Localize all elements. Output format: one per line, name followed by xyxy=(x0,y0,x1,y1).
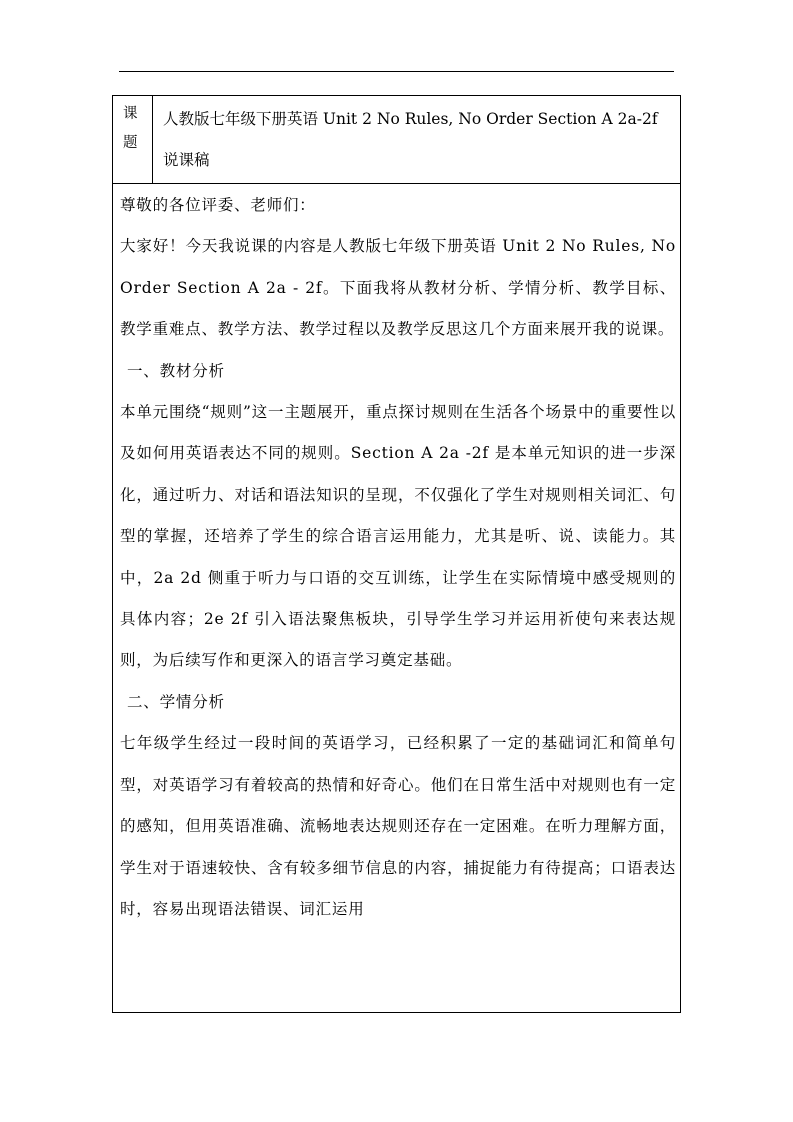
lesson-body xyxy=(120,185,676,930)
lesson-title: 人教版七年级下册英语 Unit 2 No Rules, No Order Section A 2a-2f 说课稿 xyxy=(163,110,658,169)
title-row xyxy=(113,96,680,184)
section-heading-textbook-analysis: 一、教材分析 xyxy=(127,361,225,380)
student-analysis-paragraph: 七年级学生经过一段时间的英语学习，已经积累了一定的基础词汇和简单句型，对英语学习有着较高的热情和好奇心。他们在日常生活中对规则也有一定的感知，但用英语准确、流畅地表达规则还存在一定困难。在听力理解方面，学生对于语速较快、含有较多细节信息的内容，捕捉能力有待提高；口语表达时，容易出现语法错误、词汇运用 xyxy=(120,734,676,918)
textbook-analysis-paragraph: 本单元围绕“规则”这一主题展开，重点探讨规则在生活各个场景中的重要性以及如何用英语表达不同的规则。Section A 2a -2f 是本单元知识的进一步深化，通过听力、对话和语法知识的呈现，不仅强化了学生对规则相关词汇、句型的掌握，还培养了学生的综合语言运用能力，尤其是听、说、读能力。其中，2a 2d 侧重于听力与口语的交互训练，让学生在实际情境中感受规则的具体内容；2e 2f 引入语法聚焦板块，引导学生学习并运用祈使句来表达规则，为后续写作和更深入的语言学习奠定基础。 xyxy=(120,403,676,670)
topic-label-char-1: 课 xyxy=(123,106,138,122)
intro-paragraph: 大家好！今天我说课的内容是人教版七年级下册英语 Unit 2 No Rules, No Order Section A 2a - 2f。下面我将从教材分析、学情分析、教学目标、教学重难点、教学方法、教学过程以及教学反思这几个方面来展开我的说课。 xyxy=(120,237,676,339)
topic-label-cell xyxy=(113,96,153,183)
lesson-table xyxy=(112,95,681,1013)
header-rule xyxy=(119,71,674,72)
greeting: 尊敬的各位评委、老师们： xyxy=(120,196,316,214)
section-heading-student-analysis: 二、学情分析 xyxy=(127,692,225,711)
topic-label-char-2: 题 xyxy=(123,135,138,151)
